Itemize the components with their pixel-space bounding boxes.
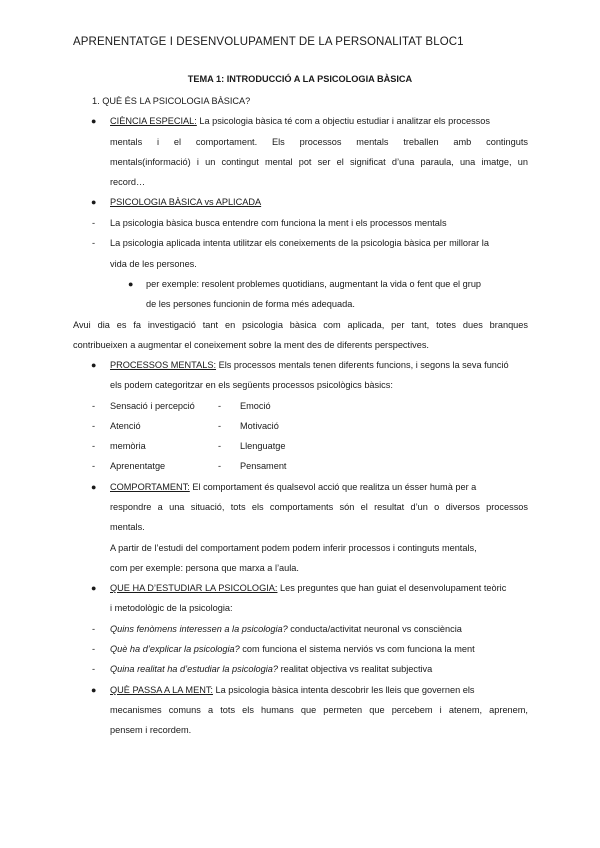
ciencia-text-1: La psicologia bàsica té com a objectiu estudiar i analitzar els processos <box>199 116 490 126</box>
dash-icon: - <box>92 238 96 248</box>
bullet-icon: ● <box>128 279 134 289</box>
passa-line-3: pensem i recordem. <box>110 725 192 735</box>
bullet-icon: ● <box>91 116 97 126</box>
dash-icon: - <box>92 461 96 471</box>
estudiar-line-2: i metodològic de la psicologia: <box>110 603 233 613</box>
answer-3: realitat objectiva vs realitat subjectiva <box>278 664 433 674</box>
dash-icon: - <box>218 461 222 471</box>
process-right-1: Emoció <box>240 401 271 411</box>
dash-icon: - <box>92 401 96 411</box>
process-left-1: Sensació i percepció <box>110 401 195 411</box>
process-left-4: Aprenentatge <box>110 461 166 471</box>
dash-icon: - <box>218 421 222 431</box>
process-right-3: Llenguatge <box>240 441 286 451</box>
question-line-3 <box>110 663 432 675</box>
question-heading: 1. QUÈ ÉS LA PSICOLOGIA BÀSICA? <box>92 96 251 106</box>
comport-line-1 <box>110 481 528 493</box>
dash-icon: - <box>92 218 96 228</box>
question-1: Quins fenòmens interessen a la psicologia? <box>110 624 288 634</box>
process-right-2: Motivació <box>240 421 279 431</box>
passa-label: QUÈ PASSA A LA MENT: <box>110 685 213 695</box>
question-line-2 <box>110 643 475 655</box>
comport-line-3: mentals. <box>110 522 145 532</box>
dash-line-2a: La psicologia aplicada intenta utilitzar els coneixements de la psicologia bàsica per millorar la <box>110 238 489 248</box>
bullet-icon: ● <box>91 360 97 370</box>
dash-icon: - <box>92 421 96 431</box>
passa-line-2: mecanismes comuns a tots els humans que permeten que percebem i atenem, aprenem, <box>110 705 528 715</box>
sub-bullet-line-1: per exemple: resolent problemes quotidians, augmentant la vida o fent que el grup <box>146 279 482 289</box>
question-2: Què ha d’explicar la psicologia? <box>110 644 240 654</box>
answer-2: com funciona el sistema nerviós vs com funciona la ment <box>239 644 475 654</box>
passa-text-1: La psicologia bàsica intenta descobrir les lleis que governen els <box>212 685 475 695</box>
sub-bullet-line-2: de les persones funcionin de forma més adequada. <box>146 299 355 309</box>
comport-line-4: A partir de l’estudi del comportament podem podem inferir processos i continguts mentals, <box>110 543 477 553</box>
dash-icon: - <box>92 624 96 634</box>
passa-line-1 <box>110 684 528 696</box>
process-right-4: Pensament <box>240 461 287 471</box>
processos-label: PROCESSOS MENTALS: <box>110 360 217 370</box>
comport-label: COMPORTAMENT: <box>110 482 190 492</box>
answer-1: conducta/activitat neuronal vs consciència <box>287 624 462 634</box>
dash-icon: - <box>92 441 96 451</box>
comport-line-2: respondre a una situació, tots els comportaments són el resultat d’un o diversos processos <box>110 502 528 512</box>
dash-icon: - <box>92 664 96 674</box>
basica-vs-aplicada: PSICOLOGIA BÀSICA vs APLICADA <box>110 197 262 207</box>
topic-title: TEMA 1: INTRODUCCIÓ A LA PSICOLOGIA BÀSICA <box>187 74 413 84</box>
bullet-icon: ● <box>91 685 97 695</box>
estudiar-text-1: Les preguntes que han guiat el desenvolupament teòric <box>277 583 507 593</box>
processos-text-1: Els processos mentals tenen diferents funcions, i segons la seva funció <box>216 360 509 370</box>
bullet-icon: ● <box>91 583 97 593</box>
estudiar-line-1 <box>110 582 506 594</box>
avui-line-2: contribueixen a augmentar el coneixement sobre la ment des de diferents perspectives. <box>73 340 429 350</box>
ciencia-line-3: mentals(informació) i un contingut mental pot ser el significat d’una paraula, una imatge, un <box>110 157 528 167</box>
bullet-icon: ● <box>91 482 97 492</box>
dash-line-1: La psicologia bàsica busca entendre com funciona la ment i els processos mentals <box>110 218 447 228</box>
document-header: APRENENTATGE I DESENVOLUPAMENT DE LA PERSONALITAT BLOC1 <box>73 36 464 48</box>
dash-icon: - <box>92 644 96 654</box>
question-line-1 <box>110 623 462 635</box>
process-left-2: Atenció <box>110 421 141 431</box>
bullet-icon: ● <box>91 197 97 207</box>
ciencia-line-4: record… <box>110 177 146 187</box>
estudiar-label: QUE HA D’ESTUDIAR LA PSICOLOGIA: <box>110 583 278 593</box>
process-left-3: memòria <box>110 441 146 451</box>
dash-icon: - <box>218 441 222 451</box>
processos-line-1 <box>110 359 509 371</box>
ciencia-line-2: mentals i el comportament. Els processos mentals treballen amb continguts <box>110 137 528 147</box>
ciencia-label: CIÈNCIA ESPECIAL: <box>110 116 197 126</box>
dash-icon: - <box>218 401 222 411</box>
processos-line-2: els podem categoritzar en els següents processos psicològics bàsics: <box>110 380 393 390</box>
comport-text-1: El comportament és qualsevol acció que realitza un ésser humà per a <box>189 482 477 492</box>
ciencia-line-1 <box>110 115 528 127</box>
question-3: Quina realitat ha d’estudiar la psicologia? <box>110 664 279 674</box>
dash-line-2b: vida de les persones. <box>110 259 197 269</box>
avui-line-1: Avui dia es fa investigació tant en psicologia bàsica com aplicada, per tant, totes dues branques <box>73 320 528 330</box>
comport-line-5: com per exemple: persona que marxa a l’aula. <box>110 563 299 573</box>
